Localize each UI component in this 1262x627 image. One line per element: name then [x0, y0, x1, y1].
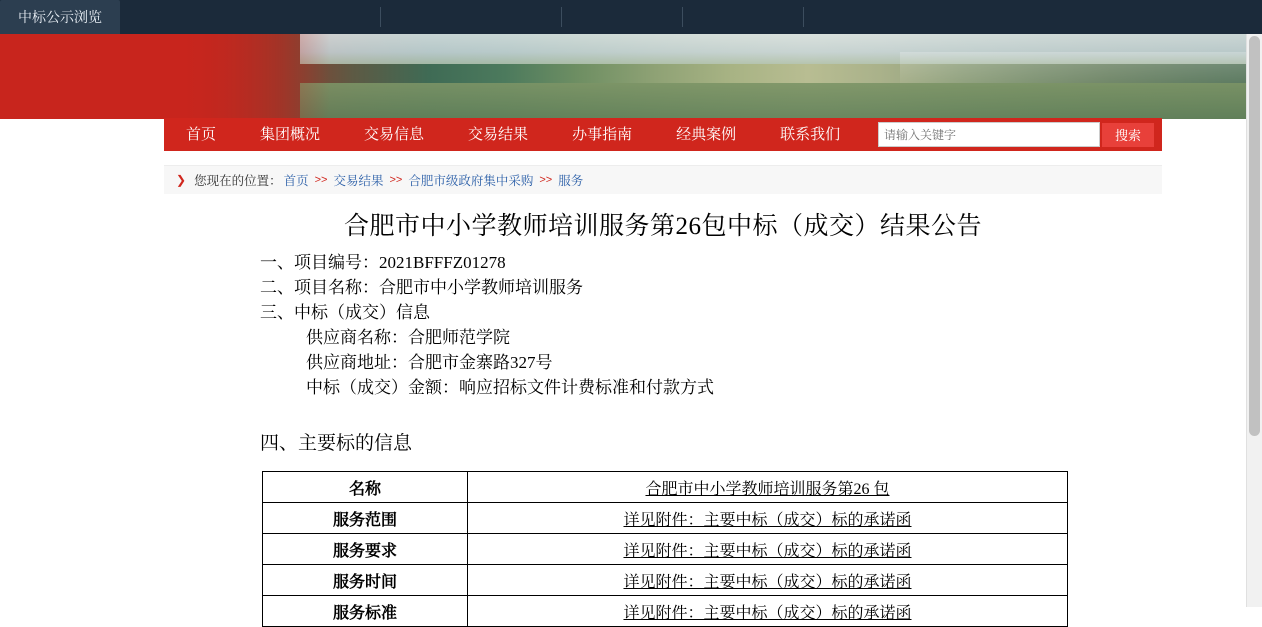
nav-item-label: 交易结果: [468, 126, 529, 143]
doc-line-supplier-address: 供应商地址：合肥市金寨路327号: [306, 353, 553, 372]
search-button[interactable]: 搜索: [1102, 123, 1154, 147]
breadcrumb: [164, 165, 1162, 194]
vertical-scrollbar-thumb[interactable]: [1249, 36, 1260, 436]
nav-item-label: 经典案例: [676, 126, 737, 143]
search-area: [878, 122, 1162, 147]
tab-separator: [561, 7, 562, 27]
doc-line-award-amount: 中标（成交）金额：响应招标文件计费标准和付款方式: [306, 378, 714, 397]
table-cell-value-text: 详见附件：主要中标（成交）标的承诺函: [623, 604, 912, 622]
table-cell-value-text: 详见附件：主要中标（成交）标的承诺函: [623, 542, 912, 560]
tabstrip-empty-area: [120, 0, 1262, 34]
table-row: [263, 534, 1068, 565]
table-cell-name: 服务要求: [263, 534, 468, 565]
table-cell-name: 服务范围: [263, 503, 468, 534]
site-banner-image: [0, 34, 1262, 119]
table-cell-name: 服务标准: [263, 596, 468, 627]
table-cell-value-text: 合肥市中小学教师培训服务第26 包: [645, 480, 890, 498]
doc-line-project-number: 一、项目编号：2021BFFFZ01278: [260, 253, 506, 272]
nav-item-cases[interactable]: [654, 118, 758, 151]
browser-tab-label: 中标公示浏览: [18, 9, 102, 25]
window-titlebar: [0, 0, 1262, 34]
table-row: [263, 596, 1068, 627]
vertical-scrollbar[interactable]: [1246, 34, 1262, 607]
table-cell-value: [468, 534, 1068, 565]
table-cell-value-text: 详见附件：主要中标（成交）标的承诺函: [623, 511, 912, 529]
table-cell-value-text: 详见附件：主要中标（成交）标的承诺函: [623, 573, 912, 591]
breadcrumb-label: 您现在的位置：: [194, 174, 282, 188]
breadcrumb-separator: >>: [389, 174, 403, 186]
chevron-right-icon: ❯: [176, 173, 187, 187]
nav-item-label: 办事指南: [572, 126, 633, 143]
nav-item-home[interactable]: [164, 118, 238, 151]
breadcrumb-item-trade-results[interactable]: 交易结果: [333, 174, 384, 188]
main-navigation: [164, 118, 1162, 151]
article-content: [164, 194, 1162, 627]
banner-skyline: [900, 52, 1262, 86]
page-viewport: [0, 34, 1262, 622]
breadcrumb-item-city-procurement[interactable]: 合肥市级政府集中采购: [408, 174, 534, 188]
doc-line-award-info: 三、中标（成交）信息: [260, 303, 430, 322]
breadcrumb-separator: >>: [314, 174, 328, 186]
breadcrumb-separator: >>: [539, 174, 553, 186]
nav-item-trade-results[interactable]: [446, 118, 550, 151]
table-cell-name: 服务时间: [263, 565, 468, 596]
page-title: 合肥市中小学教师培训服务第26包中标（成交）结果公告: [343, 213, 982, 240]
tab-separator: [803, 7, 804, 27]
nav-item-label: 联系我们: [780, 126, 841, 143]
banner-ground: [300, 83, 1262, 119]
table-row: [263, 503, 1068, 534]
search-input[interactable]: [878, 122, 1100, 147]
doc-line-supplier-name: 供应商名称：合肥师范学院: [306, 328, 510, 347]
nav-item-guide[interactable]: [550, 118, 654, 151]
nav-item-label: 集团概况: [260, 126, 321, 143]
table-cell-value: [468, 565, 1068, 596]
doc-line-project-name: 二、项目名称：合肥市中小学教师培训服务: [260, 278, 583, 297]
nav-item-trade-info[interactable]: [342, 118, 446, 151]
tab-separator: [682, 7, 683, 27]
table-cell-value: [468, 596, 1068, 627]
main-items-table: [262, 471, 1068, 627]
table-row: [263, 472, 1068, 503]
breadcrumb-item-home[interactable]: 首页: [283, 174, 309, 188]
nav-item-group-overview[interactable]: [238, 118, 342, 151]
browser-tab[interactable]: [0, 0, 120, 34]
table-cell-name: 名称: [263, 472, 468, 503]
banner-red-overlay: [0, 34, 330, 119]
nav-item-contact[interactable]: [758, 118, 862, 151]
nav-item-label: 首页: [186, 126, 217, 143]
nav-item-label: 交易信息: [364, 126, 425, 143]
table-cell-value: [468, 472, 1068, 503]
table-cell-value: [468, 503, 1068, 534]
breadcrumb-item-service[interactable]: 服务: [558, 174, 584, 188]
section-heading-main-items: 四、主要标的信息: [260, 433, 413, 454]
table-row: [263, 565, 1068, 596]
tab-separator: [380, 7, 381, 27]
